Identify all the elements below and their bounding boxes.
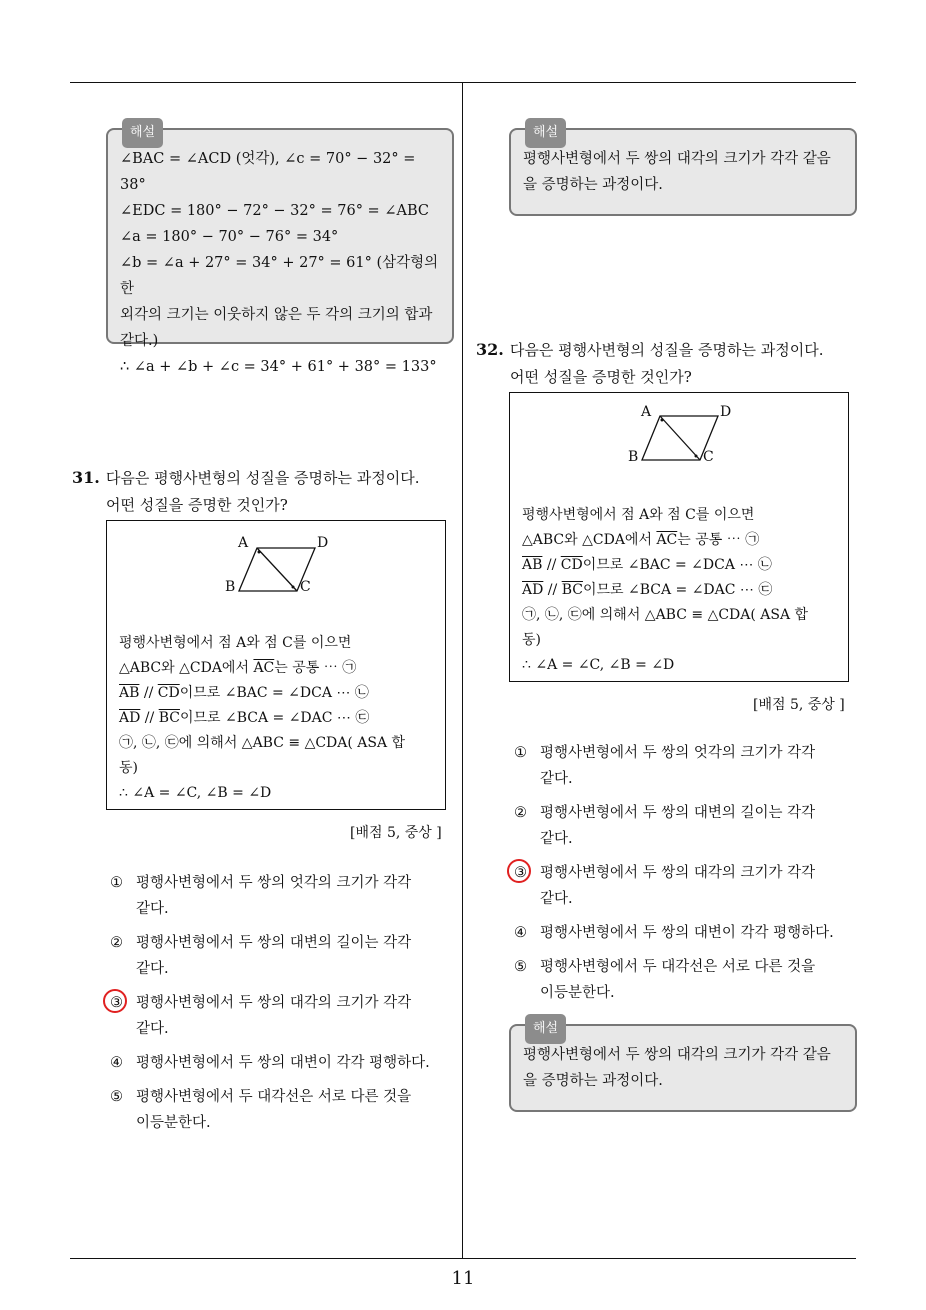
proof-line: ∴ ∠A = ∠C, ∠B = ∠D xyxy=(522,657,675,673)
explanation-line: 을 증명하는 과정이다. xyxy=(523,177,663,193)
angle-dot-c xyxy=(695,455,698,458)
choice-1[interactable]: ① 평행사변형에서 두 쌍의 엇각의 크기가 각각 같다. xyxy=(514,745,816,787)
explanation-line: ∴ ∠a + ∠b + ∠c = 34° + 61° + 38° = 133° xyxy=(120,359,437,375)
explanation-line: ∠BAC = ∠ACD (엇각), ∠c = 70° − 32° = 38° xyxy=(120,151,416,193)
question-number: 31. xyxy=(72,468,100,487)
choice-4[interactable]: ④ 평행사변형에서 두 쌍의 대변이 각각 평행하다. xyxy=(110,1055,430,1071)
vertex-label-d: D xyxy=(720,404,732,420)
proof-line: $\overline{AD} // \overline{BC}$이므로 ∠BCA = ∠DAC ⋯ ㉢ xyxy=(119,710,370,726)
parallelogram-figure xyxy=(510,393,850,493)
question-text-2: 어떤 성질을 증명한 것인가? xyxy=(510,368,692,386)
choice-4[interactable]: ④ 평행사변형에서 두 쌍의 대변이 각각 평행하다. xyxy=(514,925,834,941)
top-rule xyxy=(70,82,856,83)
angle-dot-c xyxy=(292,586,295,589)
column-divider xyxy=(462,82,463,1258)
question-text: 다음은 평행사변형의 성질을 증명하는 과정이다. xyxy=(509,341,824,359)
explanation-line: 평행사변형에서 두 쌍의 대각의 크기가 각각 같음 xyxy=(523,151,831,167)
question-31-proof-box xyxy=(106,520,446,810)
choice-2[interactable]: ② 평행사변형에서 두 쌍의 대변의 길이는 각각 같다. xyxy=(110,935,412,977)
proof-line: ∴ ∠A = ∠C, ∠B = ∠D xyxy=(119,785,272,801)
explanation-tag: 해설 xyxy=(525,118,566,148)
question-32-proof-box xyxy=(509,392,849,682)
proof-line: 동) xyxy=(119,760,138,776)
diagonal-ac xyxy=(257,548,297,591)
vertex-label-c: C xyxy=(703,449,714,465)
proof-line: $\overline{AD} // \overline{BC}$이므로 ∠BCA = ∠DAC ⋯ ㉢ xyxy=(522,582,773,598)
proof-line: 평행사변형에서 점 A와 점 C를 이으면 xyxy=(119,635,352,651)
angle-dot-a xyxy=(258,551,261,554)
question-31-header xyxy=(72,464,420,519)
vertex-label-b: B xyxy=(628,449,639,465)
explanation-line: ∠b = ∠a + 27° = 34° + 27° = 61° (삼각형의 한 xyxy=(120,255,439,297)
vertex-label-b: B xyxy=(225,579,236,595)
explanation-tag: 해설 xyxy=(525,1014,566,1044)
explanation-line: ∠EDC = 180° − 72° − 32° = 76° = ∠ABC xyxy=(120,203,429,219)
explanation-line: 을 증명하는 과정이다. xyxy=(523,1073,663,1089)
bottom-rule xyxy=(70,1258,856,1259)
angle-dot-a xyxy=(661,419,664,422)
explanation-line: 평행사변형에서 두 쌍의 대각의 크기가 각각 같음 xyxy=(523,1047,831,1063)
proof-line: △ABC와 △CDA에서 $\overline{AC}$는 공통 ⋯ ㉠ xyxy=(522,532,760,548)
proof-line: △ABC와 △CDA에서 $\overline{AC}$는 공통 ⋯ ㉠ xyxy=(119,660,357,676)
explanation-line: 같다.) xyxy=(120,333,159,349)
choice-2[interactable]: ② 평행사변형에서 두 쌍의 대변의 길이는 각각 같다. xyxy=(514,805,816,847)
proof-line: 동) xyxy=(522,632,541,648)
question-32-header xyxy=(476,336,824,391)
diagonal-ac xyxy=(660,416,700,460)
choice-1[interactable]: ① 평행사변형에서 두 쌍의 엇각의 크기가 각각 같다. xyxy=(110,875,412,917)
choice-5[interactable]: ⑤ 평행사변형에서 두 대각선은 서로 다른 것을 이등분한다. xyxy=(110,1089,412,1131)
choice-3[interactable]: ③ 평행사변형에서 두 쌍의 대각의 크기가 각각 같다. xyxy=(110,990,455,1042)
question-number: 32. xyxy=(476,340,504,359)
parallelogram-figure xyxy=(107,521,447,621)
choice-3[interactable]: ③ 평행사변형에서 두 쌍의 대각의 크기가 각각 같다. xyxy=(514,860,859,912)
proof-line: $\overline{AB} // \overline{CD}$이므로 ∠BAC = ∠DCA ⋯ ㉡ xyxy=(119,685,369,701)
explanation-line: 외각의 크기는 이웃하지 않은 두 각의 크기의 합과 xyxy=(120,307,433,323)
vertex-label-c: C xyxy=(300,579,311,595)
vertex-label-d: D xyxy=(317,535,329,551)
left-explanation-box xyxy=(106,125,454,375)
question-31-score: [배점 5, 중상 ] xyxy=(350,825,442,841)
page-number: 11 xyxy=(451,1268,475,1289)
proof-text xyxy=(119,631,437,806)
explanation-tag: 해설 xyxy=(122,118,163,148)
proof-line: ㉠, ㉡, ㉢에 의해서 △ABC ≡ △CDA( ASA 합 xyxy=(522,607,809,623)
right-explanation-box-top xyxy=(509,125,857,216)
question-text-2: 어떤 성질을 증명한 것인가? xyxy=(106,496,288,514)
question-31-choices xyxy=(110,870,455,1144)
proof-line: ㉠, ㉡, ㉢에 의해서 △ABC ≡ △CDA( ASA 합 xyxy=(119,735,406,751)
explanation-line: ∠a = 180° − 70° − 76° = 34° xyxy=(120,229,339,245)
vertex-label-a: A xyxy=(641,404,652,420)
proof-line: 평행사변형에서 점 A와 점 C를 이으면 xyxy=(522,507,755,523)
question-32-score: [배점 5, 중상 ] xyxy=(753,697,845,713)
question-text: 다음은 평행사변형의 성질을 증명하는 과정이다. xyxy=(105,469,420,487)
choice-5[interactable]: ⑤ 평행사변형에서 두 대각선은 서로 다른 것을 이등분한다. xyxy=(514,959,816,1001)
vertex-label-a: A xyxy=(238,535,249,551)
proof-line: $\overline{AB} // \overline{CD}$이므로 ∠BAC = ∠DCA ⋯ ㉡ xyxy=(522,557,772,573)
question-32-choices xyxy=(514,740,859,1014)
proof-text xyxy=(522,503,840,678)
right-explanation-box-bottom xyxy=(509,1021,857,1112)
